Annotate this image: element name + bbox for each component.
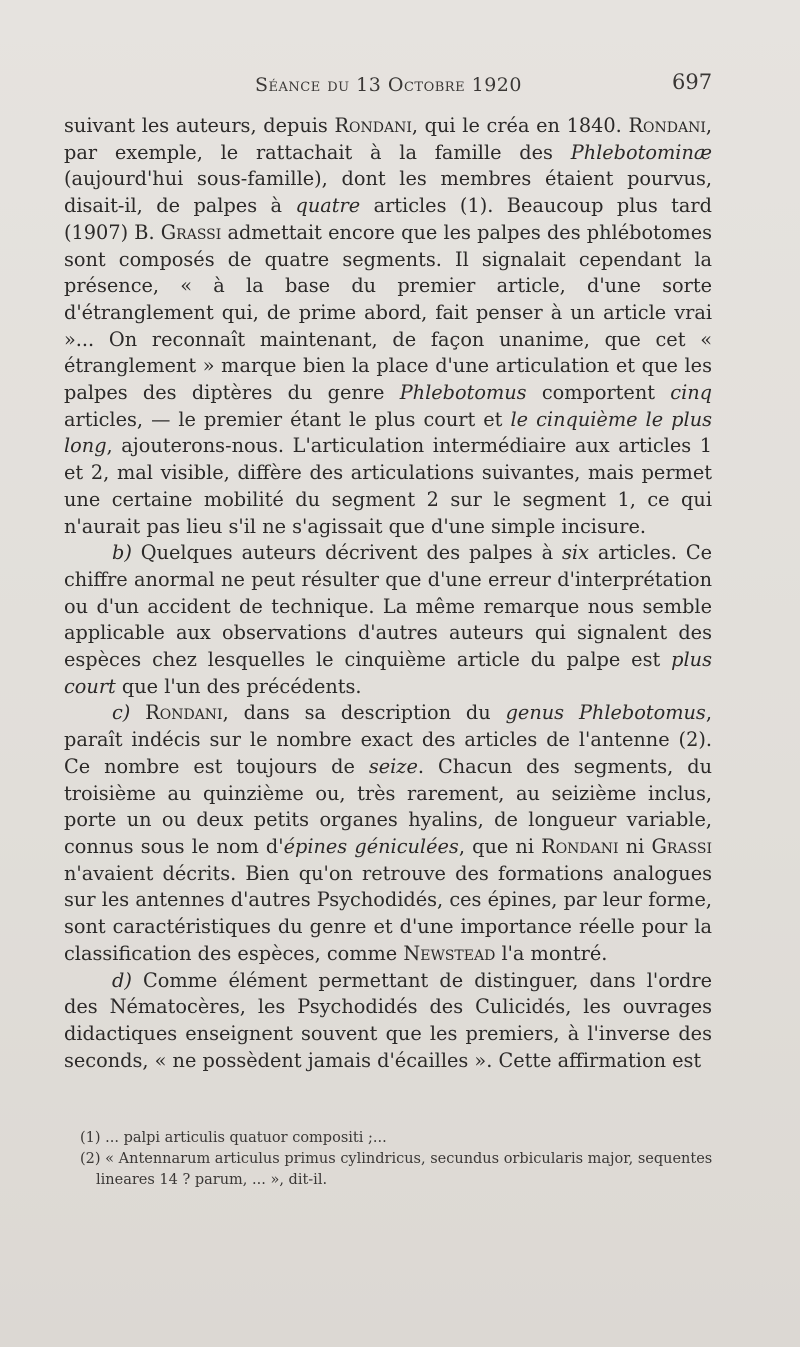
emphasis: plus court [64,648,712,698]
text-run: admettait encore que les palpes des phlébotomes sont composés de quatre segments. Il signalait cependant la présence, « à la base du premier article, d'une sorte d'étranglement qui, de prime abord, fait penser à un article vrai »... On reconnaît maintenant, de façon unanime, que cet « étranglement » marque bien la place d'une articulation et que les palpes des diptères du genre [64,220,712,405]
author-name: Grassi [160,220,222,244]
emphasis: six [562,541,589,565]
text-run: ni [618,834,652,858]
page-number: 697 [672,70,713,94]
paragraph-label: c) [112,701,131,725]
text-run: articles. Ce chiffre anormal ne peut résulter que d'une erreur d'interprétation ou d'un accident de technique. La même remarque nous semble applicable aux observations d'autres auteurs qui signalent des espèces chez lesquelles le cinquième article du palpe est [64,541,712,672]
text-run [130,701,145,724]
page-header [0,70,800,104]
text-run: suivant les auteurs, depuis [64,114,335,137]
author-name: Rondani [628,114,706,137]
text-run: , paraît indécis sur le nombre exact des articles de l'antenne (2). Ce nombre est toujours de [64,701,712,778]
footnote-2: (2) « Antennarum articulus primus cylindricus, secundus orbicularis major, sequentes lineares 14 ? parum, ... », dit-il. [80,1151,713,1188]
text-run: (aujourd'hui sous-famille), dont les membres étaient pourvus, disait-il, de palpes à [64,167,712,218]
text-run: Quelques auteurs décrivent des palpes à [131,541,563,565]
author-name: Rondani [334,114,412,137]
taxon-name: Phlebotominæ [570,140,712,164]
paragraph-label: d) [112,968,132,992]
text-run: articles (1). Beaucoup plus tard (1907) B. [64,194,712,244]
paragraph-d [64,968,712,1075]
text-run: Comme élément permettant de distinguer, dans l'ordre des Nématocères, les Psychodidés des Culicidés, les ouvrages didactiques enseignent souvent que les premiers, à l'inverse des seconds, « ne possèdent jamais d'écailles ». Cette affirmation est [64,968,712,1072]
text-run: comportent [526,381,671,405]
text-run: , ajouterons-nous. L'articulation intermédiaire aux articles 1 et 2, mal visible, diffère des articulations suivantes, mais permet une certaine mobilité du segment 2 sur le segment 1, ce qui n'aurait pas lieu s'il ne s'agissait que d'une simple incisure. [64,434,712,538]
emphasis: seize [368,754,418,778]
text-run: , que ni [458,834,542,858]
text-run: , qui le créa en 1840. [411,114,629,137]
text-run: articles, — le premier étant le plus court et [64,407,511,431]
emphasis: le cinquième le plus long [64,407,713,458]
taxon-name: genus Phlebotomus [505,701,706,725]
paragraph-c [64,700,712,967]
body-text [64,113,712,1074]
text-run: que l'un des précédents. [115,674,362,698]
running-head: Séance du 13 Octobre 1920 [255,74,522,96]
author-name: Rondani [145,701,223,725]
footnotes [80,1128,716,1191]
emphasis: quatre [295,194,361,218]
paragraph-b [64,540,712,700]
author-name: Grassi [651,834,713,858]
text-run: . Chacun des segments, du troisième au quinzième ou, très rarement, au seizième inclus, porte un ou deux petits organes hyalins, de longueur variable, connus sous le nom d' [64,754,712,858]
footnote-1: (1) ... palpi articulis quatuor compositi ;... [80,1130,387,1146]
taxon-name: Phlebotomus [399,381,527,405]
text-run: n'avaient décrits. Bien qu'on retrouve des formations analogues sur les antennes d'autres Psychodidés, ces épines, par leur forme, sont caractéristiques du genre et d'une importance réelle pour la classification des espèces, comme [64,861,712,965]
paragraph-palpes-continued [64,113,712,540]
author-name: Rondani [541,834,619,858]
text-run: , dans sa description du [222,701,506,725]
author-name: Newstead [403,941,496,965]
paragraph-label: b) [112,541,132,565]
emphasis: cinq [670,381,712,405]
term: épines géniculées [283,834,459,858]
text-run: l'a montré. [495,941,608,965]
text-run: , par exemple, le rattachait à la famille des [64,114,712,164]
